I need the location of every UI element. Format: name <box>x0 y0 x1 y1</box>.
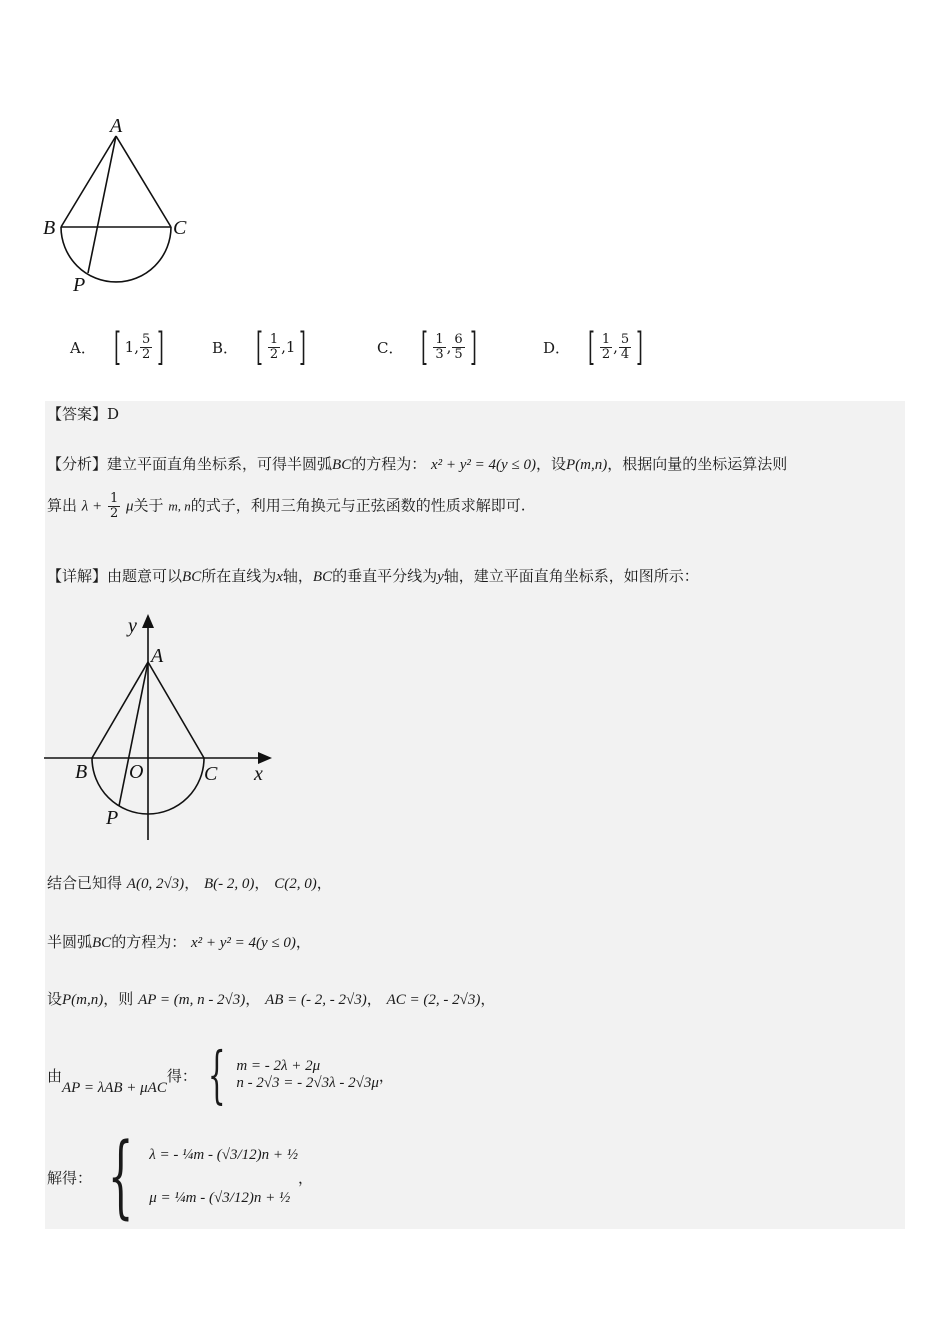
label-x: x <box>254 763 263 785</box>
label-p-2: P <box>106 807 119 829</box>
segment-ap-2 <box>119 662 148 806</box>
option-b[interactable]: B． [ $\frac{1}{2}$ , 1 ] <box>212 325 307 369</box>
option-a[interactable]: A． [ 1 , $\frac{5}{2}$ ] <box>70 325 165 369</box>
option-c[interactable]: C． [ $\frac{1}{3}$ , $\frac{6}{5}$ ] <box>377 325 477 369</box>
segment-ac <box>116 136 171 227</box>
arc-equation-line: 半圆弧BC的方程为： x² + y² = 4(y ≤ 0)， <box>47 933 311 951</box>
solution-system-line: 解得： { λ = - ¼m - (√3/12)n + ½ μ = ¼m - (√3/12)n + ½ ， <box>47 1124 314 1229</box>
label-a: A <box>110 115 123 137</box>
option-d-fraction-right: $\frac{5}{4}$ <box>620 331 630 362</box>
detail-line: 【详解】由题意可以BC所在直线为x轴，BC的垂直平分线为y轴，建立平面直角坐标系，如图所示： <box>47 567 699 585</box>
coords-line: 结合已知得 A(0, 2√3)， B(- 2, 0)， C(2, 0)， <box>47 874 332 892</box>
segment-ab <box>61 136 116 227</box>
coordinate-figure <box>44 608 284 843</box>
label-b-2: B <box>75 761 88 783</box>
label-p: P <box>73 274 86 296</box>
option-b-fraction: $\frac{1}{2}$ <box>269 331 279 362</box>
analysis-line-2: 算出 λ + $\frac{1}{2}$ μ关于 m, n的式子，利用三角换元与正弦函数的性质求解即可. <box>47 491 526 521</box>
answer-line: 【答案】D <box>47 405 120 423</box>
y-axis-arrow <box>142 614 154 628</box>
vectors-line: 设P(m,n)，则 AP = (m, n - 2√3)， AB = (- 2, - 2√3)， AC = (2, - 2√3)， <box>47 990 496 1008</box>
label-y: y <box>128 615 137 637</box>
triangle-semicircle-figure <box>40 110 200 300</box>
label-o: O <box>129 761 144 783</box>
option-d-fraction-left: $\frac{1}{2}$ <box>601 331 611 362</box>
option-c-fraction-left: $\frac{1}{3}$ <box>435 331 444 362</box>
label-b: B <box>43 217 56 239</box>
analysis-line-1: 【分析】建立平面直角坐标系，可得半圆弧BC的方程为： x² + y² = 4(y ≤ 0)，设P(m,n)，根据向量的坐标运算法则 <box>47 455 788 473</box>
option-d[interactable]: D． [ $\frac{1}{2}$ , $\frac{5}{4}$ ] <box>543 325 643 369</box>
half-fraction: $\frac{1}{2}$ <box>109 491 119 521</box>
segment-ab-2 <box>92 662 148 758</box>
system-line: 由 AP = λAB + μAC 得： { m = - 2λ + 2μ n - 2√3 = - 2√3λ - 2√3μ ， <box>47 1038 394 1111</box>
segment-ac-2 <box>148 662 204 758</box>
option-a-fraction: $\frac{5}{2}$ <box>142 331 151 362</box>
label-c-2: C <box>204 763 218 785</box>
option-c-fraction-right: $\frac{6}{5}$ <box>454 331 463 362</box>
label-a-2: A <box>151 645 164 667</box>
segment-ap <box>88 136 116 273</box>
label-c: C <box>173 217 187 239</box>
